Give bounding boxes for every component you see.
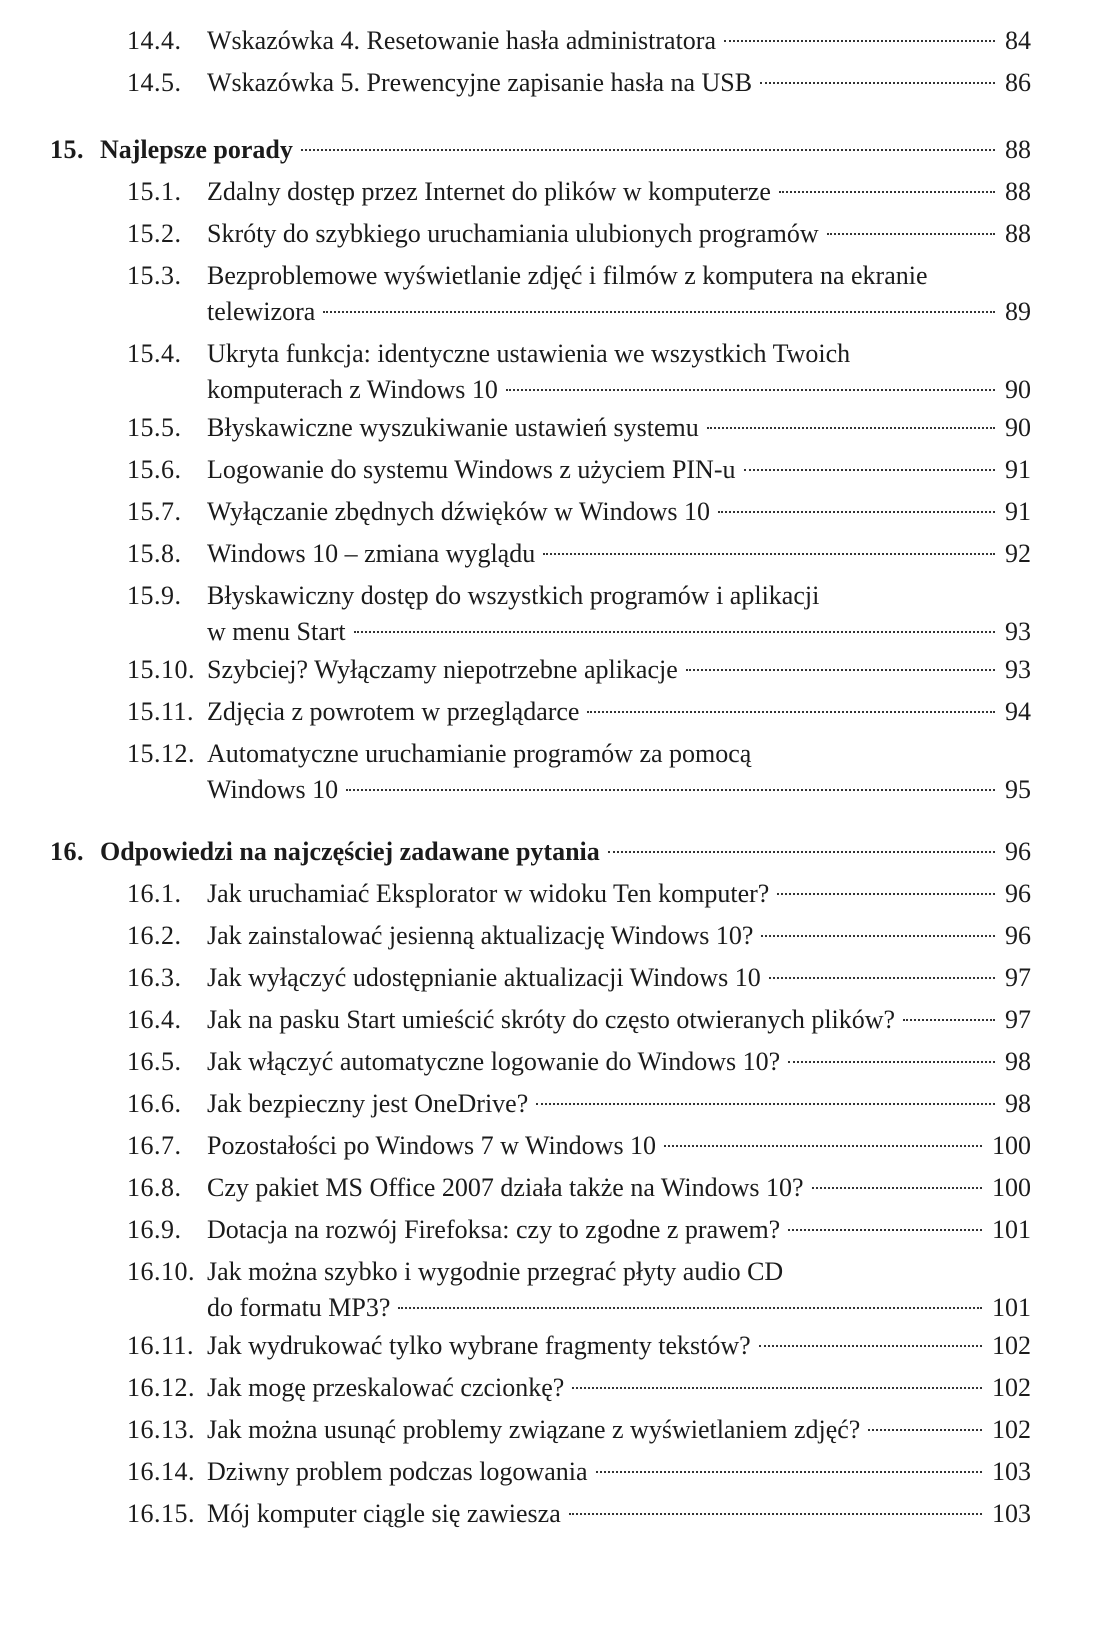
toc-entry-number: 14.5. (127, 68, 182, 97)
toc-section-entry (0, 914, 1104, 958)
dot-leader (868, 1428, 982, 1431)
dot-leader (760, 81, 995, 84)
toc-section-entry (0, 872, 1104, 916)
toc-section-entry (0, 998, 1104, 1042)
toc-page-number: 97 (1005, 963, 1031, 992)
toc-entry-title-line1: Jak można szybko i wygodnie przegrać płyty audio CD (207, 1257, 784, 1286)
toc-entry-leader-line (207, 448, 1031, 492)
toc-entry-number: 15. (50, 135, 84, 164)
toc-entry-leader-line (100, 830, 1031, 874)
dot-leader (718, 510, 995, 513)
toc-section-entry (0, 1408, 1104, 1452)
toc-section-entry (0, 532, 1104, 576)
dot-leader (301, 148, 995, 151)
toc-section-entry (0, 956, 1104, 1000)
toc-entry-number: 16. (50, 837, 84, 866)
toc-entry-leader-line (207, 768, 1031, 812)
dot-leader (788, 1060, 995, 1063)
toc-entry-title: Zdjęcia z powrotem w przeglądarce (207, 697, 580, 726)
toc-section-entry (0, 170, 1104, 214)
toc-entry-number: 16.12. (127, 1373, 195, 1402)
toc-entry-leader-line (207, 490, 1031, 534)
toc-entry-title: Jak mogę przeskalować czcionkę? (207, 1373, 565, 1402)
dot-leader (323, 310, 995, 313)
toc-section-entry (0, 1492, 1104, 1536)
toc-section-entry (0, 1040, 1104, 1084)
dot-leader (346, 788, 995, 791)
toc-entry-title: Dotacja na rozwój Firefoksa: czy to zgodne z prawem? (207, 1215, 781, 1244)
toc-page-number: 97 (1005, 1005, 1031, 1034)
toc-section-entry (0, 490, 1104, 534)
dot-leader (777, 892, 995, 895)
toc-entry-title: Jak zainstalować jesienną aktualizację Windows 10? (207, 921, 754, 950)
toc-entry-leader-line (207, 170, 1031, 214)
dot-leader (903, 1018, 995, 1021)
toc-entry-leader-line (207, 690, 1031, 734)
toc-entry-number: 16.15. (127, 1499, 195, 1528)
toc-entry-number: 16.13. (127, 1415, 195, 1444)
toc-section-entry (0, 19, 1104, 63)
toc-page-number: 91 (1005, 455, 1031, 484)
toc-entry-title: Najlepsze porady (100, 135, 293, 164)
toc-entry-title-line1: Bezproblemowe wyświetlanie zdjęć i filmów z komputera na ekranie (207, 261, 928, 290)
toc-section-entry (0, 254, 1104, 334)
toc-entry-title: Logowanie do systemu Windows z użyciem PIN-u (207, 455, 736, 484)
toc-section-entry (0, 1250, 1104, 1330)
toc-section-entry (0, 1166, 1104, 1210)
toc-page-number: 101 (992, 1215, 1031, 1244)
toc-section-entry (0, 1366, 1104, 1410)
toc-entry-title: Dziwny problem podczas logowania (207, 1457, 588, 1486)
toc-section-entry (0, 1450, 1104, 1494)
toc-entry-number: 16.11. (127, 1331, 195, 1360)
toc-entry-number: 16.6. (127, 1089, 182, 1118)
toc-page-number: 89 (1005, 297, 1031, 326)
toc-entry-number: 16.2. (127, 921, 182, 950)
toc-page-number: 96 (1005, 879, 1031, 908)
toc-entry-title-line1: Błyskawiczny dostęp do wszystkich programów i aplikacji (207, 581, 820, 610)
toc-entry-title: Jak włączyć automatyczne logowanie do Windows 10? (207, 1047, 781, 1076)
toc-entry-number: 15.1. (127, 177, 182, 206)
toc-entry-leader-line (207, 1366, 1031, 1410)
toc-entry-title-line2: Windows 10 (207, 775, 339, 804)
toc-entry-title: Jak wydrukować tylko wybrane fragmenty tekstów? (207, 1331, 751, 1360)
dot-leader (572, 1386, 982, 1389)
toc-entry-title: Jak można usunąć problemy związane z wyświetlaniem zdjęć? (207, 1415, 861, 1444)
toc-chapter-entry (0, 830, 1104, 874)
toc-entry-title: Windows 10 – zmiana wyglądu (207, 539, 536, 568)
dot-leader (664, 1144, 982, 1147)
toc-entry-number: 15.5. (127, 413, 182, 442)
toc-entry-title: Zdalny dostęp przez Internet do plików w komputerze (207, 177, 771, 206)
toc-entry-number: 16.8. (127, 1173, 182, 1202)
toc-entry-number: 16.3. (127, 963, 182, 992)
toc-section-entry (0, 61, 1104, 105)
toc-page-number: 103 (992, 1457, 1031, 1486)
toc-page-number: 96 (1005, 837, 1031, 866)
toc-page-number: 94 (1005, 697, 1031, 726)
toc-entry-number: 15.11. (127, 697, 195, 726)
toc-entry-leader-line (207, 1124, 1031, 1168)
dot-leader (608, 850, 995, 853)
toc-entry-number: 16.5. (127, 1047, 182, 1076)
toc-entry-number: 16.14. (127, 1457, 195, 1486)
dot-leader (779, 190, 995, 193)
toc-entry-number: 16.10. (127, 1257, 195, 1286)
toc-entry-leader-line (207, 1208, 1031, 1252)
dot-leader (506, 388, 995, 391)
dot-leader (587, 710, 995, 713)
toc-entry-leader-line (207, 648, 1031, 692)
toc-page-number: 102 (992, 1415, 1031, 1444)
toc-page-number: 92 (1005, 539, 1031, 568)
toc-entry-number: 16.1. (127, 879, 182, 908)
toc-entry-title-line2: w menu Start (207, 617, 346, 646)
dot-leader (398, 1306, 982, 1309)
toc-section-entry (0, 1124, 1104, 1168)
toc-entry-title: Odpowiedzi na najczęściej zadawane pytania (100, 837, 600, 866)
dot-leader (761, 934, 995, 937)
toc-page-number: 100 (992, 1131, 1031, 1160)
toc-page-number: 93 (1005, 617, 1031, 646)
toc-entry-title: Jak na pasku Start umieścić skróty do często otwieranych plików? (207, 1005, 896, 1034)
toc-entry-number: 15.3. (127, 261, 182, 290)
toc-entry-leader-line (207, 1450, 1031, 1494)
toc-page-number: 90 (1005, 375, 1031, 404)
toc-entry-title-line2: komputerach z Windows 10 (207, 375, 498, 404)
dot-leader (759, 1344, 982, 1347)
toc-page-number: 103 (992, 1499, 1031, 1528)
dot-leader (707, 426, 995, 429)
toc-entry-title-line2: telewizora (207, 297, 316, 326)
toc-page-number: 88 (1005, 135, 1031, 164)
toc-entry-number: 15.2. (127, 219, 182, 248)
toc-page-number: 98 (1005, 1089, 1031, 1118)
toc-page-number: 102 (992, 1331, 1031, 1360)
toc-section-entry (0, 212, 1104, 256)
toc-section-entry (0, 1208, 1104, 1252)
dot-leader (769, 976, 995, 979)
toc-entry-number: 15.9. (127, 581, 182, 610)
toc-entry-title: Pozostałości po Windows 7 w Windows 10 (207, 1131, 657, 1160)
dot-leader (686, 668, 995, 671)
dot-leader (724, 39, 995, 42)
toc-section-entry (0, 332, 1104, 412)
toc-entry-number: 16.7. (127, 1131, 182, 1160)
toc-entry-title: Wyłączanie zbędnych dźwięków w Windows 10 (207, 497, 711, 526)
toc-page-number: 84 (1005, 26, 1031, 55)
toc-entry-leader-line (207, 532, 1031, 576)
toc-entry-title: Jak wyłączyć udostępnianie aktualizacji Windows 10 (207, 963, 761, 992)
dot-leader (536, 1102, 995, 1105)
toc-entry-title: Wskazówka 5. Prewencyjne zapisanie hasła na USB (207, 68, 753, 97)
toc-entry-title-line2: do formatu MP3? (207, 1293, 391, 1322)
dot-leader (744, 468, 996, 471)
toc-entry-number: 15.12. (127, 739, 195, 768)
toc-entry-leader-line (207, 1324, 1031, 1368)
toc-entry-title: Jak bezpieczny jest OneDrive? (207, 1089, 529, 1118)
toc-section-entry (0, 690, 1104, 734)
toc-page-number: 88 (1005, 177, 1031, 206)
dot-leader (543, 552, 995, 555)
toc-page-number: 95 (1005, 775, 1031, 804)
toc-entry-leader-line (207, 998, 1031, 1042)
toc-entry-title: Wskazówka 4. Resetowanie hasła administratora (207, 26, 716, 55)
toc-page-number: 90 (1005, 413, 1031, 442)
toc-entry-number: 15.4. (127, 339, 182, 368)
toc-entry-number: 15.10. (127, 655, 195, 684)
toc-entry-leader-line (207, 1082, 1031, 1126)
toc-chapter-entry (0, 128, 1104, 172)
toc-entry-title: Błyskawiczne wyszukiwanie ustawień systemu (207, 413, 699, 442)
dot-leader (827, 232, 995, 235)
dot-leader (812, 1186, 982, 1189)
toc-entry-number: 15.8. (127, 539, 182, 568)
toc-section-entry (0, 406, 1104, 450)
toc-page-number: 102 (992, 1373, 1031, 1402)
dot-leader (596, 1470, 982, 1473)
toc-page-number: 91 (1005, 497, 1031, 526)
toc-page-number: 100 (992, 1173, 1031, 1202)
toc-entry-leader-line (207, 956, 1031, 1000)
toc-section-entry (0, 732, 1104, 812)
toc-entry-title-line1: Ukryta funkcja: identyczne ustawienia we wszystkich Twoich (207, 339, 851, 368)
toc-entry-leader-line (207, 406, 1031, 450)
toc-entry-title: Jak uruchamiać Eksplorator w widoku Ten komputer? (207, 879, 770, 908)
toc-page-number: 93 (1005, 655, 1031, 684)
toc-entry-title: Mój komputer ciągle się zawiesza (207, 1499, 561, 1528)
toc-entry-title: Czy pakiet MS Office 2007 działa także na Windows 10? (207, 1173, 804, 1202)
toc-entry-leader-line (207, 61, 1031, 105)
toc-page-number: 96 (1005, 921, 1031, 950)
toc-entry-number: 15.7. (127, 497, 182, 526)
toc-entry-title-line1: Automatyczne uruchamianie programów za pomocą (207, 739, 752, 768)
toc-page-number: 101 (992, 1293, 1031, 1322)
toc-entry-number: 14.4. (127, 26, 182, 55)
dot-leader (354, 630, 995, 633)
toc-section-entry (0, 448, 1104, 492)
dot-leader (569, 1512, 982, 1515)
dot-leader (788, 1228, 982, 1231)
toc-section-entry (0, 574, 1104, 654)
toc-entry-number: 16.9. (127, 1215, 182, 1244)
toc-entry-number: 16.4. (127, 1005, 182, 1034)
toc-entry-leader-line (207, 212, 1031, 256)
toc-entry-number: 15.6. (127, 455, 182, 484)
toc-entry-leader-line (207, 872, 1031, 916)
toc-page-number: 88 (1005, 219, 1031, 248)
toc-entry-leader-line (207, 1408, 1031, 1452)
toc-entry-leader-line (207, 1492, 1031, 1536)
toc-entry-leader-line (207, 19, 1031, 63)
toc-entry-title: Szybciej? Wyłączamy niepotrzebne aplikacje (207, 655, 678, 684)
toc-entry-leader-line (207, 1166, 1031, 1210)
toc-section-entry (0, 1082, 1104, 1126)
toc-entry-leader-line (207, 914, 1031, 958)
toc-entry-leader-line (100, 128, 1031, 172)
toc-page-number: 86 (1005, 68, 1031, 97)
toc-page-number: 98 (1005, 1047, 1031, 1076)
toc-section-entry (0, 648, 1104, 692)
toc-entry-title: Skróty do szybkiego uruchamiania ulubionych programów (207, 219, 819, 248)
toc-section-entry (0, 1324, 1104, 1368)
toc-entry-leader-line (207, 290, 1031, 334)
toc-entry-leader-line (207, 1040, 1031, 1084)
